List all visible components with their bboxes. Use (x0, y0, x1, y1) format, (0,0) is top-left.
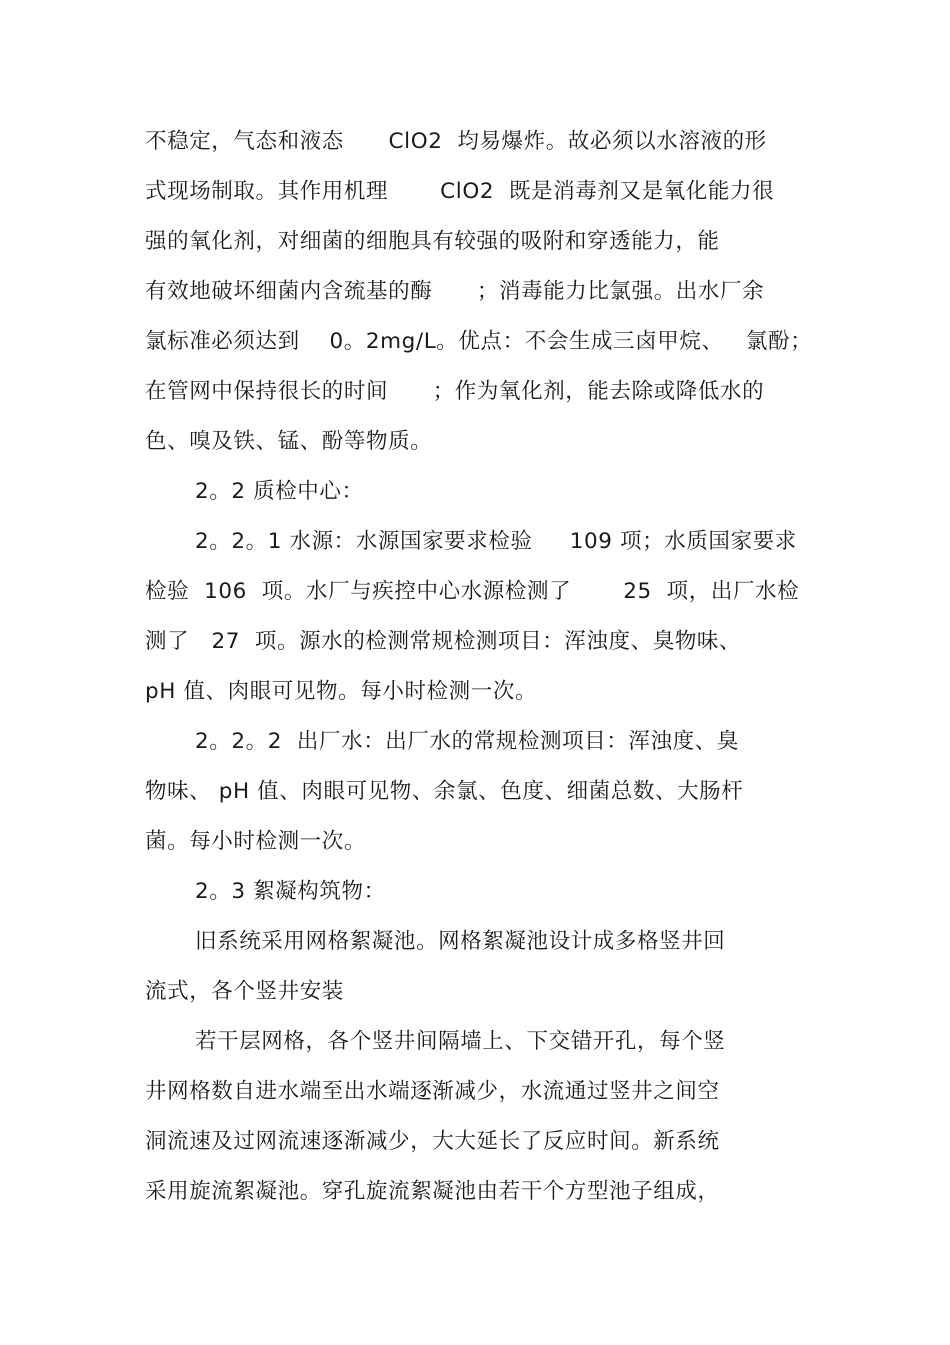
text-line: 检验 106 项。水厂与疾控中心水源检测了 25 项，出厂水检 (145, 579, 800, 604)
section-heading: 2。3 絮凝构筑物： (195, 879, 386, 904)
text-line: 2。2。2 出厂水：出厂水的常规检测项目：浑浊度、臭 (195, 729, 739, 754)
text-line: 旧系统采用网格絮凝池。网格絮凝池设计成多格竖井回 (195, 929, 726, 954)
text-line: 有效地破坏细菌内含巯基的酶 ；消毒能力比氯强。出水厂余 (145, 279, 765, 304)
text-line: 井网格数自进水端至出水端逐渐减少，水流通过竖井之间空 (145, 1079, 720, 1104)
text-line: 式现场制取。其作用机理 ClO2 既是消毒剂又是氧化能力很 (145, 179, 775, 204)
text-line: 测了 27 项。源水的检测常规检测项目：浑浊度、臭物味、 (145, 629, 742, 654)
text-line: 强的氧化剂，对细菌的细胞具有较强的吸附和穿透能力，能 (145, 229, 720, 254)
text-line: 不稳定，气态和液态 ClO2 均易爆炸。故必须以水溶液的形 (145, 129, 767, 154)
text-line: 色、嗅及铁、锰、酚等物质。 (145, 429, 433, 454)
text-line: 在管网中保持很长的时间 ；作为氧化剂，能去除或降低水的 (145, 379, 765, 404)
text-line: 物味、 pH 值、肉眼可见物、余氯、色度、细菌总数、大肠杆 (145, 779, 744, 804)
text-line: pH 值、肉眼可见物。每小时检测一次。 (145, 679, 538, 704)
text-line: 若干层网格，各个竖井间隔墙上、下交错开孔，每个竖 (195, 1029, 726, 1054)
text-line: 2。2。1 水源：水源国家要求检验 109 项；水质国家要求 (195, 529, 797, 554)
section-heading: 2。2 质检中心： (195, 479, 364, 504)
text-line: 采用旋流絮凝池。穿孔旋流絮凝池由若干个方型池子组成， (145, 1179, 720, 1204)
text-line: 洞流速及过网流速逐渐减少，大大延长了反应时间。新系统 (145, 1129, 720, 1154)
text-line: 菌。每小时检测一次。 (145, 829, 367, 854)
text-line: 氯标准必须达到 0。2mg/L。优点：不会生成三卤甲烷、 氯酚； (145, 329, 813, 354)
text-line: 流式，各个竖井安装 (145, 979, 344, 1004)
